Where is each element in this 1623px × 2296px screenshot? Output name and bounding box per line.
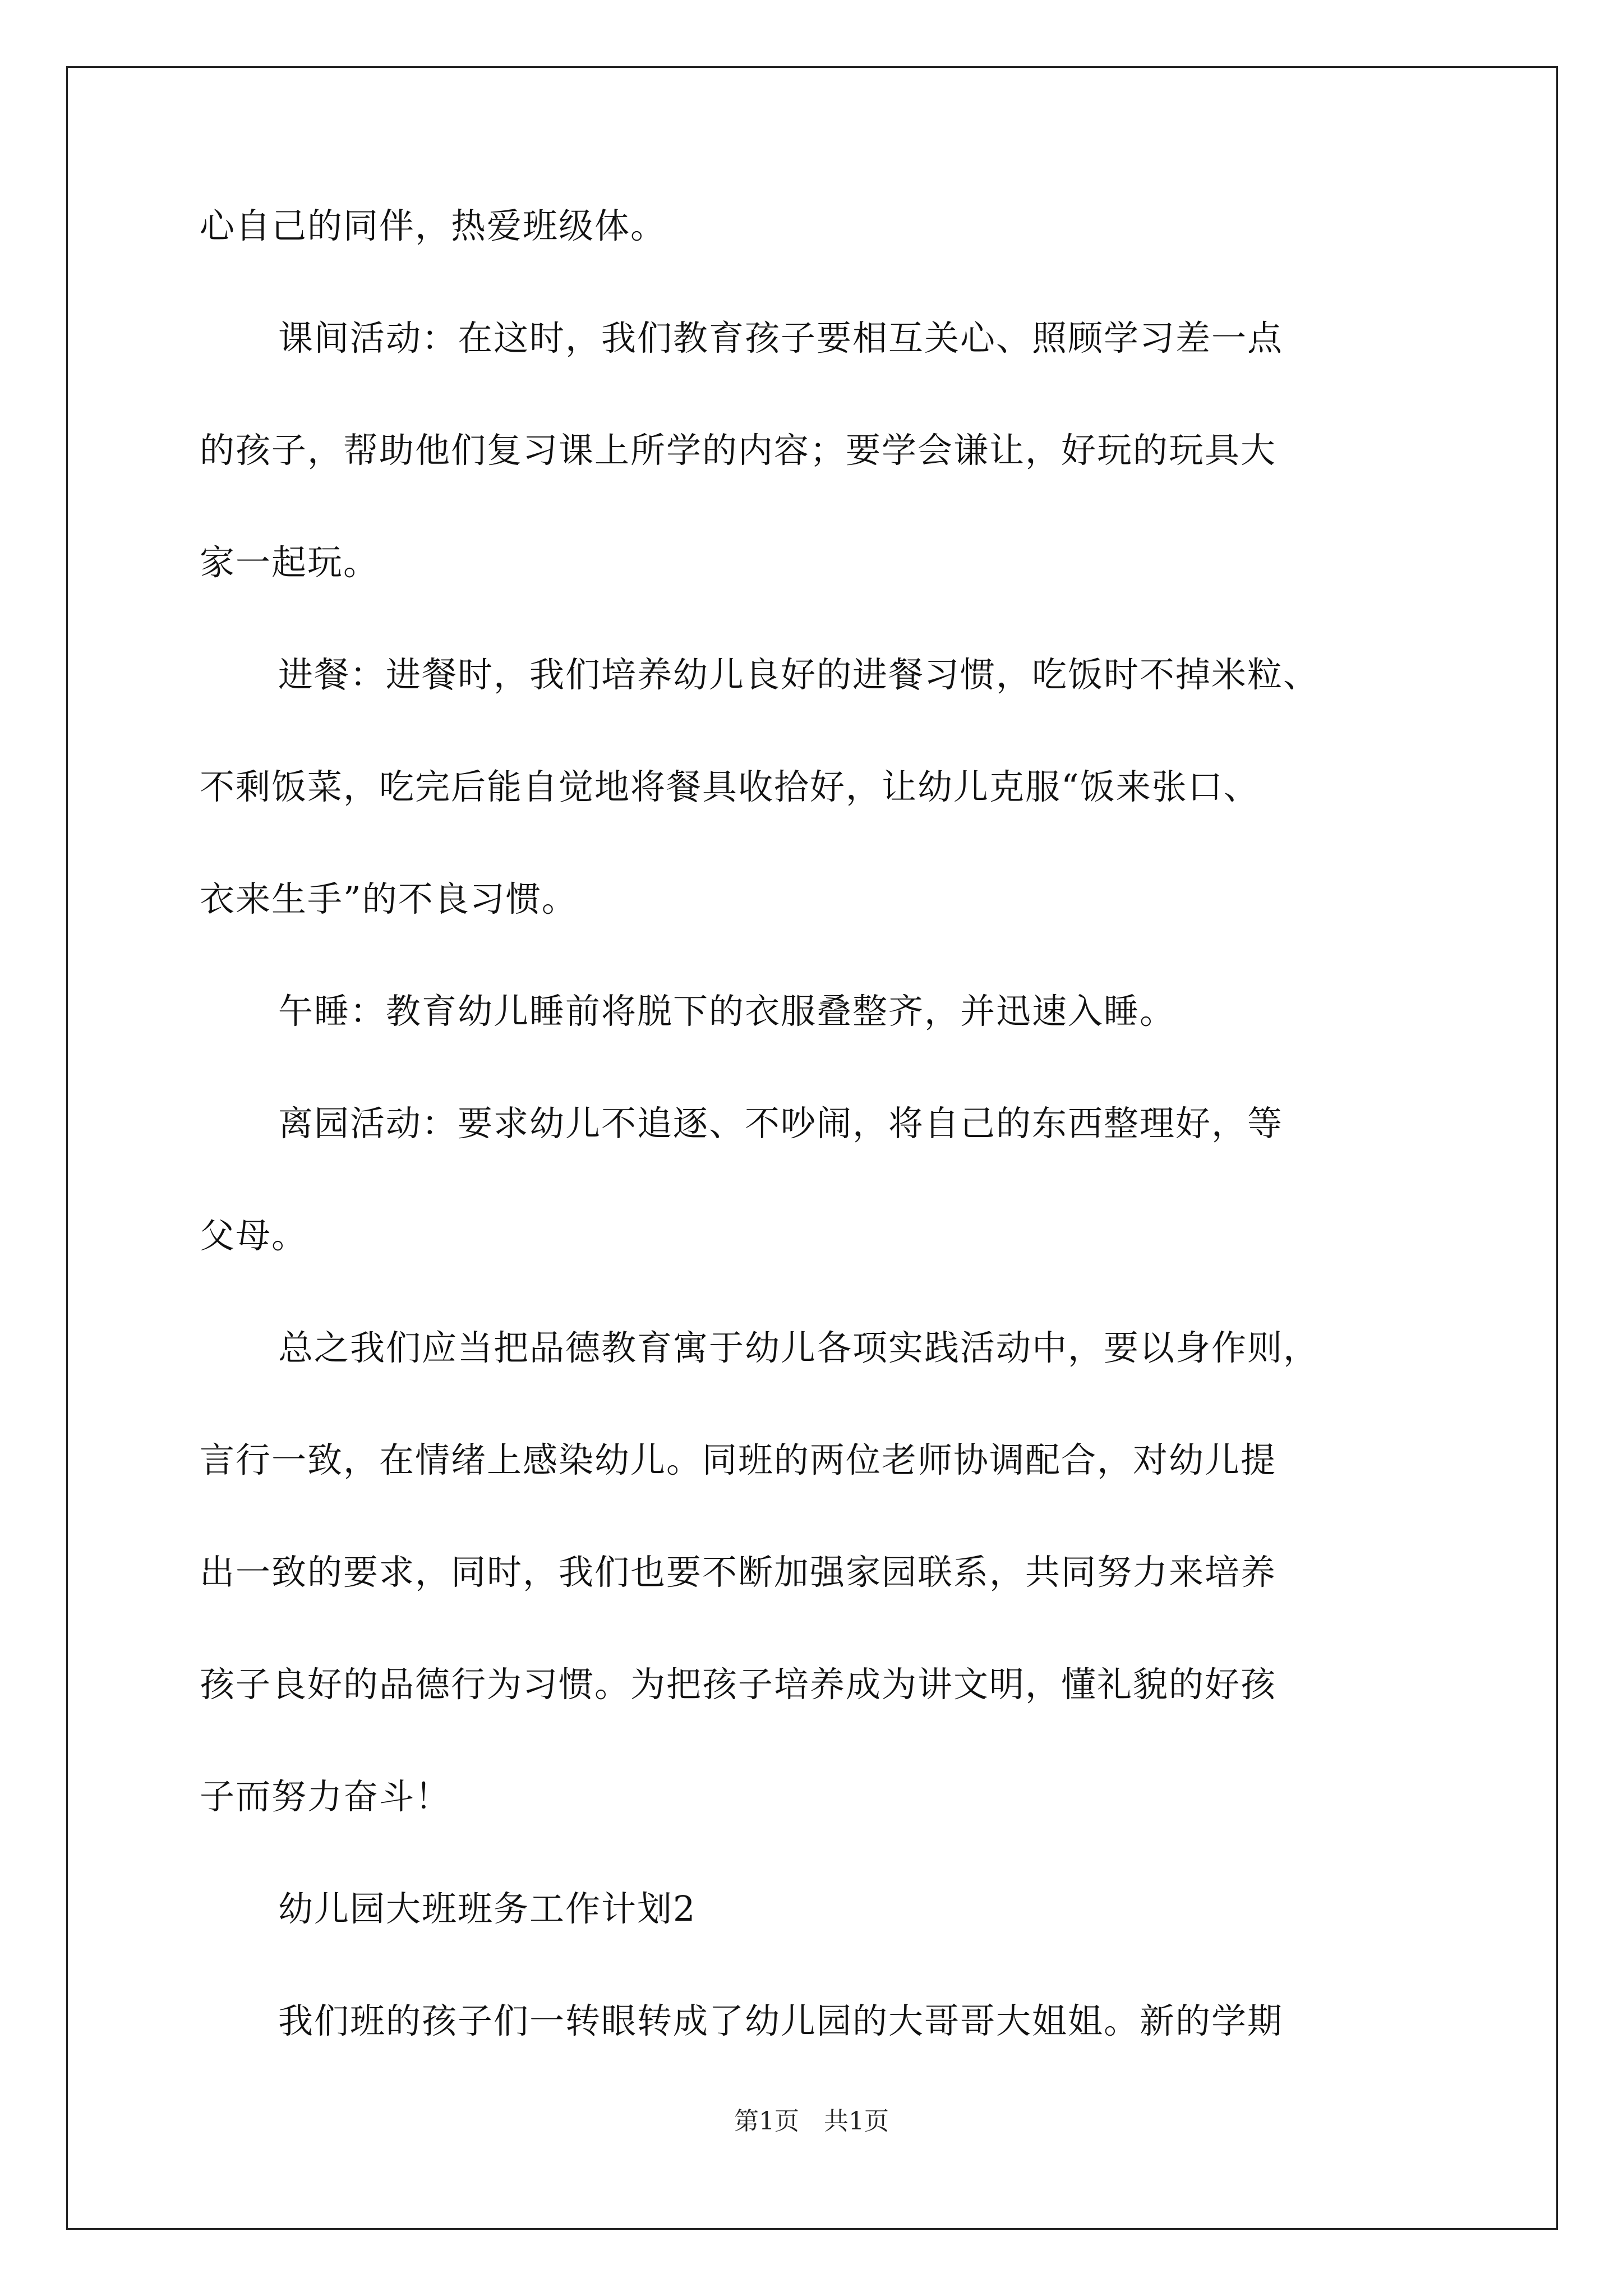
text-line: 子而努力奋斗！ <box>200 1776 451 1817</box>
text-line: 心自己的同伴，热爱班级体。 <box>200 205 667 246</box>
document-body <box>200 205 1422 2112</box>
text-line: 的孩子，帮助他们复习课上所学的内容；要学会谦让，好玩的玩具大 <box>200 430 1277 471</box>
text-line: 父母。 <box>200 1215 308 1256</box>
paragraph-start-line: 我们班的孩子们一转眼转成了幼儿园的大哥哥大姐姐。新的学期 <box>278 2000 1284 2041</box>
page-number-current: 第1页 <box>734 2107 799 2136</box>
paragraph-start-line: 离园活动：要求幼儿不追逐、不吵闹，将自己的东西整理好，等 <box>278 1103 1284 1144</box>
text-line: 不剩饭菜，吃完后能自觉地将餐具收拾好，让幼儿克服“饭来张口、 <box>200 766 1260 807</box>
text-line: 孩子良好的品德行为习惯。为把孩子培养成为讲文明，懂礼貌的好孩 <box>200 1664 1277 1705</box>
page-number-total: 共1页 <box>824 2107 889 2136</box>
text-line: 家一起玩。 <box>200 542 380 583</box>
paragraph-start-line: 午睡：教育幼儿睡前将脱下的衣服叠整齐，并迅速入睡。 <box>278 991 1176 1032</box>
page-footer <box>0 2106 1623 2137</box>
text-line: 出一致的要求，同时，我们也要不断加强家园联系，共同努力来培养 <box>200 1552 1277 1593</box>
text-line: 言行一致，在情绪上感染幼儿。同班的两位老师协调配合，对幼儿提 <box>200 1439 1277 1480</box>
text-line: 衣来生手”的不良习惯。 <box>200 878 578 919</box>
paragraph-start-line: 总之我们应当把品德教育寓于幼儿各项实践活动中，要以身作则， <box>278 1327 1320 1368</box>
section-heading: 幼儿园大班班务工作计划2 <box>278 1888 697 1929</box>
paragraph-start-line: 进餐：进餐时，我们培养幼儿良好的进餐习惯，吃饭时不掉米粒、 <box>278 654 1320 695</box>
paragraph-start-line: 课间活动：在这时，我们教育孩子要相互关心、照顾学习差一点 <box>278 318 1284 358</box>
